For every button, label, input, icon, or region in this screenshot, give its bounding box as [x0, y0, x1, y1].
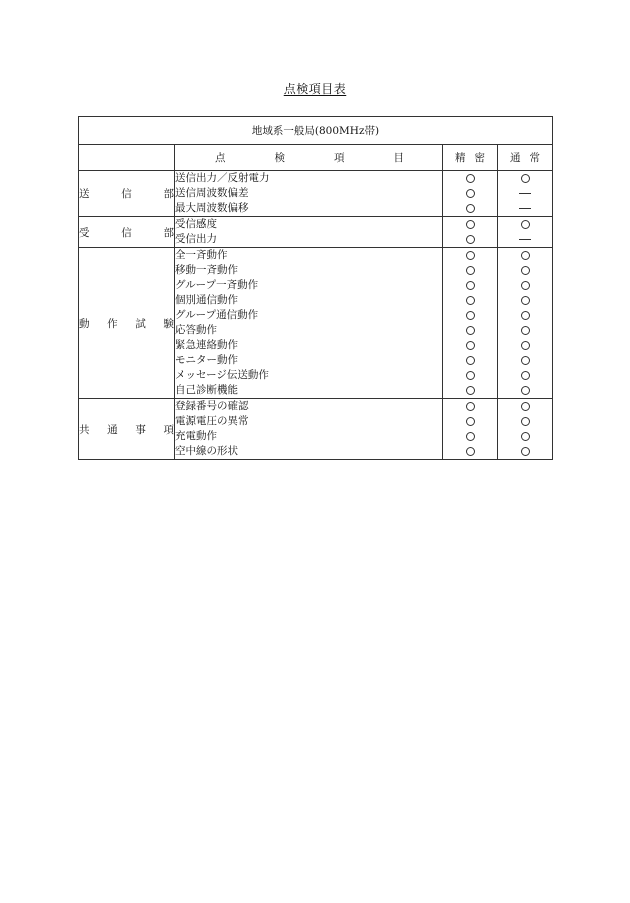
circle-mark-icon: [521, 356, 530, 365]
inspection-item: 電源電圧の異常: [175, 415, 249, 427]
inspection-item: グループ通信動作: [175, 309, 259, 321]
circle-mark-icon: [466, 432, 475, 441]
inspection-item: グループ一斉動作: [175, 279, 259, 291]
circle-mark-icon: [521, 266, 530, 275]
circle-mark-icon: [466, 266, 475, 275]
inspection-item: 充電動作: [175, 430, 217, 442]
mark-cell: [443, 201, 497, 216]
normal-marks-cell: [498, 248, 553, 399]
header-normal-char: 常: [529, 152, 540, 164]
circle-mark-icon: [521, 447, 530, 456]
mark-cell: [498, 201, 552, 216]
circle-mark-icon: [466, 326, 475, 335]
inspection-items-cell: [175, 171, 443, 217]
section-label-char: 通: [107, 423, 118, 436]
mark-cell: [498, 353, 552, 368]
inspection-item: 最大周波数偏移: [175, 202, 249, 214]
section-label-char: 共: [79, 423, 90, 436]
section-label: [79, 225, 174, 240]
table-header-row: [79, 145, 553, 171]
normal-marks-cell: [498, 399, 553, 460]
section-row: [79, 399, 553, 460]
normal-marks-cell: [498, 217, 553, 248]
mark-cell: [443, 232, 497, 247]
circle-mark-icon: [466, 386, 475, 395]
circle-mark-icon: [521, 281, 530, 290]
inspection-item: 送信出力／反射電力: [175, 172, 270, 184]
inspection-item: 自己診断機能: [175, 384, 238, 396]
section-label-char: 試: [135, 317, 146, 330]
circle-mark-icon: [466, 371, 475, 380]
section-label-cell: [79, 399, 175, 460]
mark-cell: [443, 399, 497, 414]
mark-cell: [443, 186, 497, 201]
circle-mark-icon: [466, 281, 475, 290]
mark-cell: [498, 338, 552, 353]
section-label-char: 部: [163, 226, 174, 239]
section-label-char: 送: [79, 188, 90, 200]
mark-cell: [443, 414, 497, 429]
header-item-char: 目: [393, 152, 404, 164]
inspection-items-cell: [175, 399, 443, 460]
circle-mark-icon: [466, 417, 475, 426]
mark-cell: [498, 368, 552, 383]
section-row: [79, 171, 553, 217]
section-label-cell: [79, 171, 175, 217]
circle-mark-icon: [521, 371, 530, 380]
dash-mark-icon: [519, 193, 531, 194]
section-label-cell: [79, 217, 175, 248]
header-precise-char: 精: [455, 152, 466, 164]
mark-cell: [498, 429, 552, 444]
circle-mark-icon: [466, 296, 475, 305]
inspection-item: 受信感度: [175, 218, 217, 230]
mark-cell: [443, 444, 497, 459]
inspection-item: モニター動作: [175, 354, 238, 366]
precise-marks-cell: [443, 248, 498, 399]
circle-mark-icon: [521, 311, 530, 320]
mark-cell: [443, 338, 497, 353]
inspection-item: 空中線の形状: [175, 445, 238, 457]
mark-cell: [443, 248, 497, 263]
inspection-items-cell: [175, 248, 443, 399]
circle-mark-icon: [466, 341, 475, 350]
circle-mark-icon: [521, 174, 530, 183]
inspection-table: [78, 116, 553, 460]
circle-mark-icon: [521, 417, 530, 426]
circle-mark-icon: [466, 189, 475, 198]
precise-marks-cell: [443, 171, 498, 217]
mark-cell: [498, 293, 552, 308]
mark-cell: [443, 263, 497, 278]
section-label-char: 信: [121, 226, 132, 239]
section-label: [79, 422, 174, 437]
mark-cell: [443, 308, 497, 323]
header-item-char: 検: [274, 152, 285, 164]
mark-cell: [443, 323, 497, 338]
inspection-item: 全一斉動作: [175, 249, 228, 261]
mark-cell: [498, 186, 552, 201]
section-label-char: 部: [163, 188, 174, 200]
section-label-char: 作: [107, 317, 118, 330]
header-item: [175, 145, 443, 171]
table-caption: 地域系一般局(800MHz帯): [79, 117, 553, 145]
mark-cell: [498, 217, 552, 232]
circle-mark-icon: [521, 296, 530, 305]
circle-mark-icon: [466, 356, 475, 365]
section-label-char: 信: [121, 188, 132, 200]
mark-cell: [443, 353, 497, 368]
mark-cell: [498, 383, 552, 398]
header-item-char: 点: [215, 152, 226, 164]
circle-mark-icon: [521, 386, 530, 395]
inspection-item: メッセージ伝送動作: [175, 369, 269, 381]
dash-mark-icon: [519, 239, 531, 240]
section-label-char: 験: [163, 317, 174, 330]
circle-mark-icon: [521, 251, 530, 260]
header-normal: [498, 145, 553, 171]
circle-mark-icon: [521, 402, 530, 411]
precise-marks-cell: [443, 217, 498, 248]
section-label-char: 動: [79, 317, 90, 330]
precise-marks-cell: [443, 399, 498, 460]
circle-mark-icon: [521, 432, 530, 441]
inspection-item: 応答動作: [175, 324, 217, 336]
circle-mark-icon: [521, 341, 530, 350]
mark-cell: [443, 217, 497, 232]
mark-cell: [443, 383, 497, 398]
table-caption-row: [79, 117, 553, 145]
mark-cell: [498, 444, 552, 459]
circle-mark-icon: [466, 204, 475, 213]
dash-mark-icon: [519, 208, 531, 209]
section-label: [79, 186, 174, 201]
circle-mark-icon: [466, 220, 475, 229]
circle-mark-icon: [466, 402, 475, 411]
mark-cell: [443, 368, 497, 383]
inspection-item: 移動一斉動作: [175, 264, 238, 276]
header-precise: [443, 145, 498, 171]
section-label: [79, 316, 174, 331]
circle-mark-icon: [521, 326, 530, 335]
section-label-char: 項: [163, 423, 174, 436]
page-title: 点検項目表: [283, 82, 347, 96]
circle-mark-icon: [466, 235, 475, 244]
mark-cell: [498, 308, 552, 323]
section-label-char: 受: [79, 226, 90, 239]
header-normal-char: 通: [510, 152, 521, 164]
inspection-item: 個別通信動作: [175, 294, 238, 306]
circle-mark-icon: [521, 220, 530, 229]
circle-mark-icon: [466, 447, 475, 456]
circle-mark-icon: [466, 174, 475, 183]
inspection-item: 受信出力: [175, 233, 217, 245]
section-label-cell: [79, 248, 175, 399]
mark-cell: [498, 399, 552, 414]
inspection-item: 登録番号の確認: [175, 400, 249, 412]
inspection-items-cell: [175, 217, 443, 248]
circle-mark-icon: [466, 251, 475, 260]
header-item-char: 項: [334, 152, 345, 164]
mark-cell: [498, 263, 552, 278]
mark-cell: [498, 278, 552, 293]
mark-cell: [498, 248, 552, 263]
mark-cell: [498, 232, 552, 247]
header-precise-char: 密: [474, 152, 485, 164]
normal-marks-cell: [498, 171, 553, 217]
mark-cell: [498, 171, 552, 186]
mark-cell: [443, 429, 497, 444]
inspection-item: 送信周波数偏差: [175, 187, 249, 199]
mark-cell: [498, 323, 552, 338]
mark-cell: [498, 414, 552, 429]
mark-cell: [443, 171, 497, 186]
mark-cell: [443, 278, 497, 293]
circle-mark-icon: [466, 311, 475, 320]
mark-cell: [443, 293, 497, 308]
section-row: [79, 248, 553, 399]
section-row: [79, 217, 553, 248]
header-section-blank: [79, 145, 175, 171]
inspection-item: 緊急連絡動作: [175, 339, 238, 351]
section-label-char: 事: [135, 423, 146, 436]
